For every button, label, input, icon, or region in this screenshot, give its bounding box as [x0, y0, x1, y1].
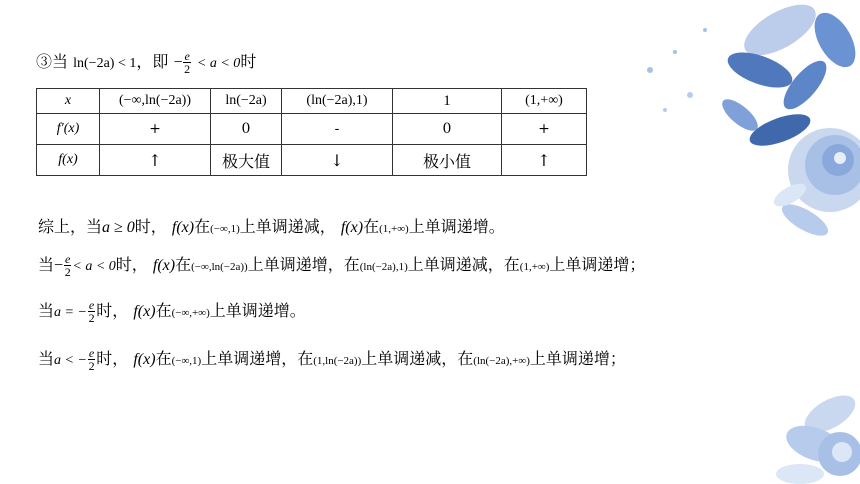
- table-row: [37, 114, 587, 145]
- table-cell: (−∞,ln(−2a)): [100, 89, 211, 114]
- fraction-e-over-2: $\frac{e}{2}$: [184, 49, 191, 76]
- table-cell: +: [100, 114, 211, 145]
- table-cell: ↓: [282, 145, 393, 176]
- summary-line-1: 综上，当a ≥ 0时， f(x)在(−∞,1)上单调递减， f(x)在(1,+∞)上单调递增。: [38, 217, 505, 236]
- table-cell: -: [282, 114, 393, 145]
- table-cell: +: [502, 114, 587, 145]
- table-cell: ↑: [100, 145, 211, 176]
- table-cell: ln(−2a): [211, 89, 282, 114]
- table-cell: 0: [393, 114, 502, 145]
- fraction-e-over-2: $\frac{e}{2}$: [64, 252, 71, 279]
- table-cell: 1: [393, 89, 502, 114]
- fraction-e-over-2: $\frac{e}{2}$: [88, 346, 95, 373]
- table-row: [37, 145, 587, 176]
- table-cell: (ln(−2a),1): [282, 89, 393, 114]
- table-cell: f(x): [37, 145, 100, 176]
- table-cell: 极小值: [393, 145, 502, 176]
- flower-decoration-icon: [630, 0, 860, 260]
- summary-line-4: 当a < − $\frac{e}{2}$ 时， f(x)在(−∞,1)上单调递增，在(1,ln(−2a))上单调递减，在(ln(−2a),+∞)上单调递增；: [38, 346, 626, 373]
- table-row: [37, 89, 587, 114]
- table-cell: (1,+∞): [502, 89, 587, 114]
- table-cell: x: [37, 89, 100, 114]
- table-cell: 极大值: [211, 145, 282, 176]
- table-cell: ↑: [502, 145, 587, 176]
- table-cell: 0: [211, 114, 282, 145]
- table-cell: f′(x): [37, 114, 100, 145]
- summary-line-2: 当− $\frac{e}{2}$ < a < 0时， f(x)在(−∞,ln(−2a))上单调递增，在(ln(−2a),1)上单调递减，在(1,+∞)上单调递增；: [38, 252, 646, 279]
- condition-expr: ln(−2a) < 1: [73, 56, 137, 71]
- case-heading: ③当 ln(−2a) < 1，即 − $\frac{e}{2}$ < a < 0时: [36, 49, 257, 76]
- flower-decoration-icon: [740, 374, 860, 484]
- fraction-e-over-2: $\frac{e}{2}$: [88, 298, 95, 325]
- summary-line-3: 当a = − $\frac{e}{2}$ 时， f(x)在(−∞,+∞)上单调递增。: [38, 298, 306, 325]
- case-number: ③: [36, 52, 53, 71]
- sign-table: [36, 88, 587, 176]
